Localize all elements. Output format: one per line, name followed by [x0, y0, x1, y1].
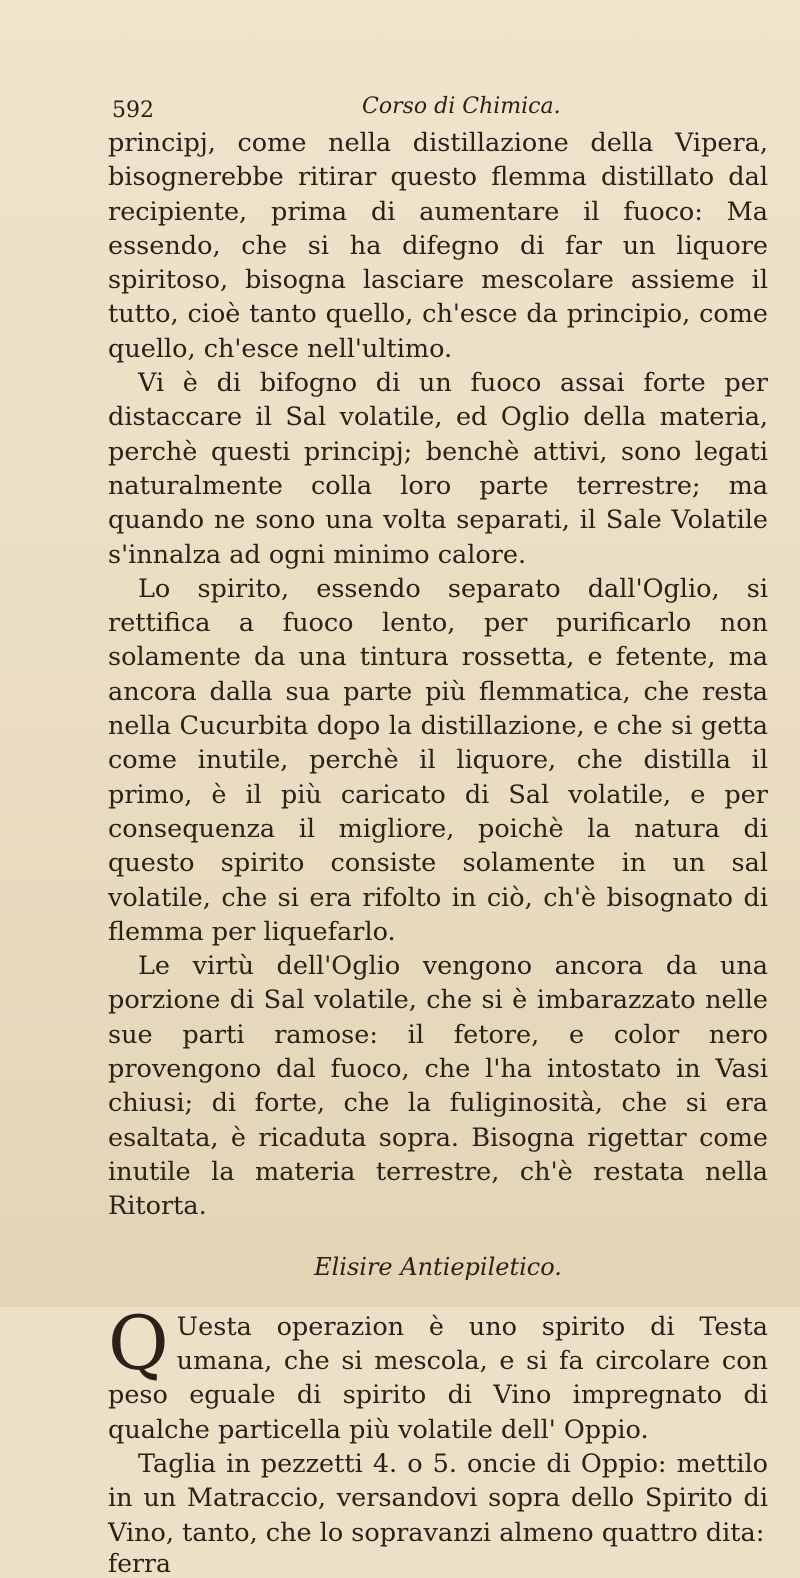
- section-heading: Elisire Antiepiletico.: [314, 1252, 562, 1281]
- paragraph: Lo spirito, essendo separato dall'Oglio, si rettifica a fuoco lento, per purificarlo non solamente da una tintura rossetta, e fetente, ma ancora dalla sua parte più flemmatica, che resta nella Cucurbita dopo la distillazione, e che si getta come inutile, perchè il liquore, che distilla il primo, è il più caricato di Sal volatile, e per consequenza il migliore, poichè la natura di questo spirito consiste solamente in un sal volatile, che si era rifolto in ciò, ch'è bisognato di flemma per liquefarlo.: [108, 573, 768, 947]
- drop-cap: Q: [108, 1300, 169, 1387]
- paragraph: Taglia in pezzetti 4. o 5. oncie di Oppio: mettilo in un Matraccio, versandovi sopra dello Spirito di Vino, tanto, che lo sopravanzi almeno quattro dita:: [108, 1448, 768, 1548]
- paragraph: principj, come nella distillazione della Vipera, bisognerebbe ritirar questo flemma distillato dal recipiente, prima di aumentare il fuoco: Ma essendo, che si ha difegno di far un liquore spiritoso, bisogna lasciare mescolare assieme il tutto, cioè tanto quello, ch'esce da principio, come quello, ch'esce nell'ultimo.: [108, 128, 768, 364]
- running-title: Corso di Chimica.: [362, 94, 561, 119]
- catchword: ferra: [108, 1548, 171, 1578]
- body-text: [108, 126, 768, 1578]
- page-number: 592: [112, 98, 154, 123]
- paragraph: Vi è di bifogno di un fuoco assai forte per distaccare il Sal volatile, ed Oglio della materia, perchè questi principj; benchè attivi, sono legati naturalmente colla loro parte terrestre; ma quando ne sono una volta separati, il Sale Volatile s'innalza ad ogni minimo calore.: [108, 368, 768, 570]
- paragraph-text: Uesta operazion è uno spirito di Testa umana, che si mescola, e si fa circolare con peso eguale di spirito di Vino impregnato di qualche particella più volatile dell' Oppio.: [108, 1311, 768, 1445]
- paragraph: Le virtù dell'Oglio vengono ancora da una porzione di Sal volatile, che si è imbarazzato nelle sue parti ramose: il fetore, e color nero provengono dal fuoco, che l'ha intostato in Vasi chiusi; di forte, che la fuliginosità, che si era esaltata, è ricaduta sopra. Bisogna rigettar come inutile la materia terrestre, ch'è restata nella Ritorta.: [108, 951, 768, 1222]
- paragraph-dropcap: [108, 1300, 768, 1447]
